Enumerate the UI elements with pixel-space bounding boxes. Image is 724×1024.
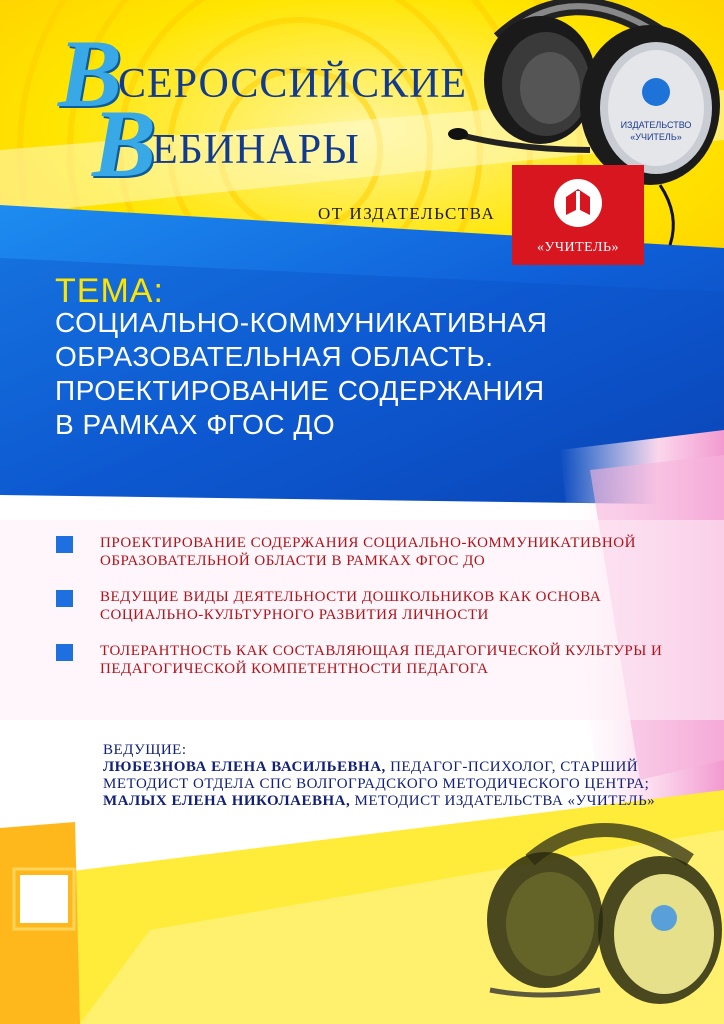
topic-label: ТЕМА: <box>55 272 164 310</box>
topic-line: ПРОЕКТИРОВАНИЕ СОДЕРЖАНИЯ <box>55 375 545 406</box>
publisher-logo-text: «УЧИТЕЛЬ» <box>536 240 620 255</box>
topic-text <box>55 306 695 442</box>
host-name: МАЛЫХ ЕЛЕНА НИКОЛАЕВНА, <box>103 793 351 809</box>
host-entry-1 <box>103 759 663 793</box>
host-name: ЛЮБЕЗНОВА ЕЛЕНА ВАСИЛЬЕВНА, <box>103 759 386 775</box>
publisher-from-label: ОТ ИЗДАТЕЛЬСТВА <box>318 204 496 223</box>
title-initial-1: В <box>58 20 123 127</box>
title-initial-2: В <box>92 90 157 197</box>
list-item-text: ВЕДУЩИЕ ВИДЫ ДЕЯТЕЛЬНОСТИ ДОШКОЛЬНИКОВ КАК ОСНОВА СОЦИАЛЬНО-КУЛЬТУРНОГО РАЗВИТИЯ ЛИЧНОСТИ <box>100 589 602 623</box>
host-role: ПЕДАГОГ-ПСИХОЛОГ, СТАРШИЙ МЕТОДИСТ ОТДЕЛА СПС ВОЛГОГРАДСКОГО МЕТОДИЧЕСКОГО ЦЕНТРА; <box>103 759 650 792</box>
list-item <box>56 534 686 570</box>
bullet-square-icon <box>56 590 73 607</box>
title-word-2: ЕБИНАРЫ <box>152 127 360 173</box>
title-word-1: СЕРОССИЙСКИЕ <box>118 61 468 107</box>
topic-line: ОБРАЗОВАТЕЛЬНАЯ ОБЛАСТЬ. <box>55 341 494 372</box>
program-list <box>56 534 686 696</box>
topic-line: СОЦИАЛЬНО-КОММУНИКАТИВНАЯ <box>55 307 548 338</box>
headset-badge-line2: «УЧИТЕЛЬ» <box>630 132 682 142</box>
list-item <box>56 642 686 678</box>
headset-badge-line1: ИЗДАТЕЛЬСТВО <box>620 120 692 130</box>
list-item <box>56 588 686 624</box>
bullet-square-icon <box>56 536 73 553</box>
list-item-text: ТОЛЕРАНТНОСТЬ КАК СОСТАВЛЯЮЩАЯ ПЕДАГОГИЧЕСКОЙ КУЛЬТУРЫ И ПЕДАГОГИЧЕСКОЙ КОМПЕТЕНТНОСТИ ПЕДАГОГА <box>100 643 663 677</box>
host-role: МЕТОДИСТ ИЗДАТЕЛЬСТВА «УЧИТЕЛЬ» <box>350 793 656 809</box>
list-item-text: ПРОЕКТИРОВАНИЕ СОДЕРЖАНИЯ СОЦИАЛЬНО-КОММУНИКАТИВНОЙ ОБРАЗОВАТЕЛЬНОЙ ОБЛАСТИ В РАМКАХ ФГОС ДО <box>100 535 636 569</box>
topic-line: В РАМКАХ ФГОС ДО <box>55 409 336 440</box>
bullet-square-icon <box>56 644 73 661</box>
decorative-square-icon <box>20 875 68 923</box>
publisher-logo-icon <box>512 165 644 265</box>
headset-image-bottom <box>460 800 724 1024</box>
hosts-label: ВЕДУЩИЕ: <box>103 742 187 758</box>
